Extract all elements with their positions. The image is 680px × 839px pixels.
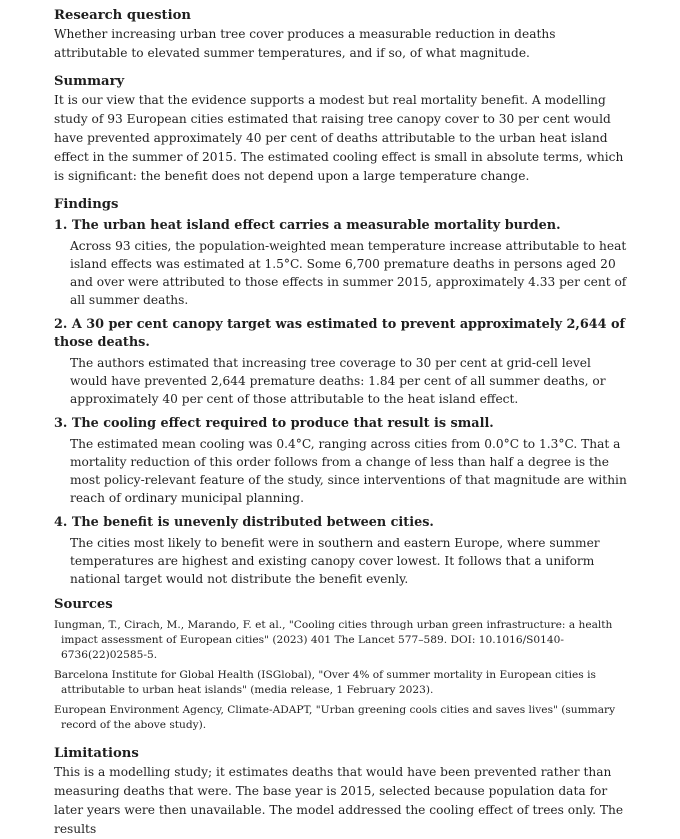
finding-2 — [54, 316, 628, 408]
summary-text: It is our view that the evidence supports a modest but real mortality benefit. A modelling study of 93 European cities estimated that raising tree canopy cover to 30 per cent would have prevented approximately 40 per cent of deaths attributable to the urban heat island effect in the summer of 2015. The estimated cooling effect is small in absolute terms, which is significant: the benefit does not depend upon a large temperature change. — [54, 93, 624, 183]
finding-title: 2. A 30 per cent canopy target was estimated to prevent approximately 2,644 of those deaths. — [54, 317, 626, 350]
finding-body: Across 93 cities, the population-weighted mean temperature increase attributable to heat island effects was estimated at 1.5°C. Some 6,700 premature deaths in persons aged 20 and over were attributed to those effects in summer 2015, approximately 4.33 per cent of all summer deaths. — [70, 239, 627, 307]
limitations-section — [54, 744, 628, 839]
finding-3 — [54, 415, 628, 507]
finding-1 — [54, 217, 628, 309]
finding-body: The estimated mean cooling was 0.4°C, ranging across cities from 0.0°C to 1.3°C. That a mortality reduction of this order follows from a change of less than half a degree is the most policy-relevant feature of the study, since interventions of that magnitude are within reach of ordinary municipal planning. — [70, 437, 627, 505]
finding-body: The cities most likely to benefit were in southern and eastern Europe, where summer temperatures are highest and existing canopy cover lowest. It follows that a uniform national target would not distribute the benefit evenly. — [70, 536, 600, 586]
research-question-section — [54, 6, 628, 63]
summary-section — [54, 72, 628, 186]
finding-title: 3. The cooling effect required to produce that result is small. — [54, 416, 494, 431]
finding-4 — [54, 514, 628, 588]
sources-section — [54, 595, 628, 733]
research-question-text: Whether increasing urban tree cover produces a measurable reduction in deaths attributable to elevated summer temperatures, and if so, of what magnitude. — [54, 27, 556, 60]
sources-heading: Sources — [54, 597, 113, 612]
findings-heading: Findings — [54, 197, 119, 212]
source-item: Barcelona Institute for Global Health (ISGlobal), "Over 4% of summer mortality in European cities is attributable to urban heat islands" (media release, 1 February 2023). — [54, 669, 596, 696]
finding-title: 1. The urban heat island effect carries a measurable mortality burden. — [54, 218, 561, 233]
source-item: European Environment Agency, Climate-ADAPT, "Urban greening cools cities and saves lives" (summary record of the above study). — [54, 704, 616, 731]
findings-section — [54, 195, 628, 588]
finding-body: The authors estimated that increasing tree coverage to 30 per cent at grid-cell level would have prevented 2,644 premature deaths: 1.84 per cent of all summer deaths, or approximately 40 per cent of those attributable to the heat island effect. — [70, 356, 606, 406]
source-item: Iungman, T., Cirach, M., Marando, F. et al., "Cooling cities through urban green infrastructure: a health impact assessment of European cities" (2023) 401 The Lancet 577–589. DOI: 10.1016/S0140-6736(22)02585-5. — [54, 619, 613, 661]
summary-heading: Summary — [54, 74, 125, 89]
limitations-text: This is a modelling study; it estimates deaths that would have been prevented rather than measuring deaths that were. The base year is 2015, selected because population data for later years were then unavailable. The model addressed the cooling effect of trees only. The results — [54, 765, 624, 836]
limitations-heading: Limitations — [54, 746, 139, 761]
research-question-heading: Research question — [54, 8, 191, 23]
finding-title: 4. The benefit is unevenly distributed between cities. — [54, 515, 434, 530]
